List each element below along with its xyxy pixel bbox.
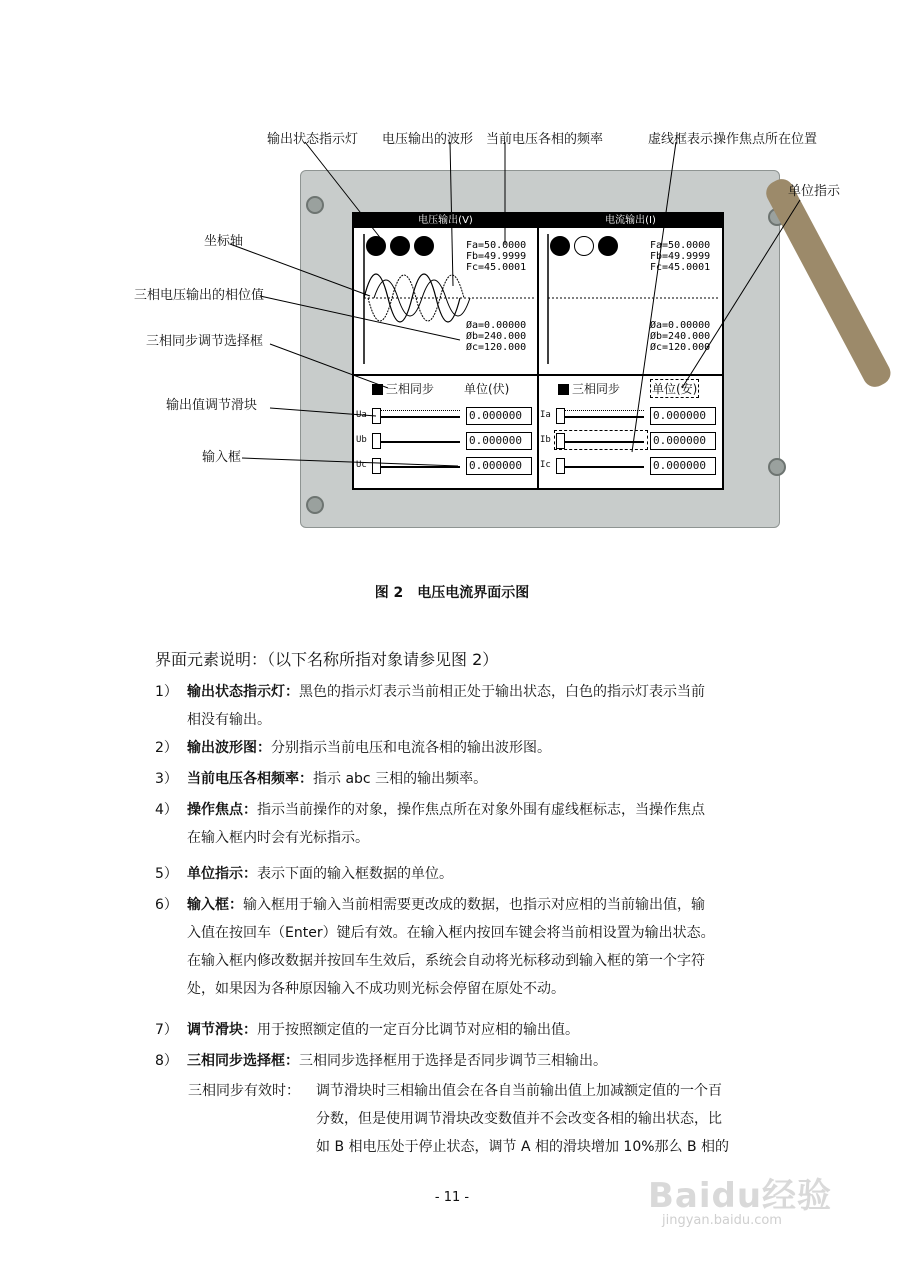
list-item [155,891,780,1003]
item-line [187,765,780,793]
item-number: 6） [155,897,178,913]
input-box-c[interactable]: 0.000000 [650,457,716,475]
item-body [187,734,780,762]
item-line [187,734,780,762]
freq-a: Fa=50.0000 [466,240,527,251]
item-text: 用于按照额定值的一定百分比调节对应相的输出值。 [257,1022,579,1038]
item-line [187,706,780,734]
phase-c: Øc=120.000 [466,342,527,353]
callout-sync-box: 三相同步调节选择框 [146,334,264,349]
item-text: 表示下面的输入框数据的单位。 [257,866,453,882]
callout-lines [120,118,846,532]
item-term: 当前电压各相频率： [187,771,313,787]
item-text: 入值在按回车（Enter）键后有效。在输入框内按回车键会将当前相设置为输出状态。 [187,925,715,941]
input-box-c[interactable]: 0.000000 [466,457,532,475]
item-body [187,1016,780,1044]
item-text: 分别指示当前电压和电流各相的输出波形图。 [271,740,551,756]
item-term: 调节滑块： [187,1022,257,1038]
item-number: 4） [155,802,178,818]
item-text: 在输入框内修改数据并按回车生效后，系统会自动将光标移动到输入框的第一个字符 [187,953,705,969]
item-term: 输出波形图： [187,740,271,756]
phase-b: Øb=240.000 [466,331,527,342]
item-term: 操作焦点： [187,802,257,818]
list-item [155,1047,780,1075]
sync-label: 三相同步 [572,382,621,396]
sync-label: 三相同步 [386,382,435,396]
item-text: 相没有输出。 [187,712,271,728]
input-box-a[interactable]: 0.000000 [466,407,532,425]
item-text: 处，如果因为各种原因输入不成功则光标会停留在原处不动。 [187,981,565,997]
item-text: 指示 abc 三相的输出频率。 [313,771,488,787]
freq-b: Fb=49.9999 [650,251,711,262]
item-number: 7） [155,1022,178,1038]
row-label: Ua [356,410,367,420]
item-text: 在输入框内时会有光标指示。 [187,830,369,846]
phase-a: Øa=0.00000 [650,320,711,331]
item-line [187,824,780,852]
item-body [187,765,780,793]
phase-b: Øb=240.000 [650,331,711,342]
unit-label: 单位(伏) [464,382,510,396]
page-number: - 11 - [434,1190,470,1205]
callout-freq: 当前电压各相的频率 [486,132,604,147]
item-text: 三相同步选择框用于选择是否同步调节三相输出。 [299,1053,607,1069]
phase-c: Øc=120.000 [650,342,711,353]
sync-note [188,1077,788,1161]
callout-axis: 坐标轴 [204,234,244,249]
callout-input: 输入框 [202,450,242,465]
watermark-url: jingyan.baidu.com [662,1213,782,1228]
unit-label: 单位(安) [650,379,699,398]
current-panel-title: 电流输出(I) [539,214,722,228]
item-line [187,891,780,919]
item-number: 5） [155,866,178,882]
callout-waveform: 电压输出的波形 [382,132,474,147]
item-number: 3） [155,771,178,787]
item-line [187,1047,780,1075]
item-term: 输出状态指示灯： [187,684,299,700]
item-line [187,919,780,947]
voltage-panel-title: 电压输出(V) [354,214,537,228]
sync-note-line: 如 B 相电压处于停止状态，调节 A 相的滑块增加 10%那么 B 相的 [316,1139,730,1155]
freq-c: Fc=45.0001 [466,262,527,273]
item-body [187,891,780,1003]
item-term: 输入框： [187,897,243,913]
item-text: 黑色的指示灯表示当前相正处于输出状态，白色的指示灯表示当前 [299,684,705,700]
callout-status-lamp: 输出状态指示灯 [267,132,359,147]
section-title: 界面元素说明：（以下名称所指对象请参见图 2） [155,650,499,669]
item-term: 三相同步选择框： [187,1053,299,1069]
list-item [155,1016,780,1044]
item-number: 2） [155,740,178,756]
input-box-a[interactable]: 0.000000 [650,407,716,425]
figure-voltage-current-ui [120,118,846,532]
row-label: Uc [356,460,367,470]
item-line [187,796,780,824]
list-item [155,734,780,762]
freq-a: Fa=50.0000 [650,240,711,251]
input-box-b[interactable]: 0.000000 [466,432,532,450]
item-line [187,975,780,1003]
callout-focus-box: 虚线框表示操作焦点所在位置 [648,132,818,147]
item-number: 1） [155,684,178,700]
row-label: Ic [540,460,551,470]
freq-b: Fb=49.9999 [466,251,527,262]
item-line [187,947,780,975]
item-body [187,1047,780,1075]
sync-note-label: 三相同步有效时： [188,1083,300,1099]
list-item [155,678,780,734]
row-label: Ia [540,410,551,420]
callout-slider: 输出值调节滑块 [166,398,258,413]
item-line [187,1016,780,1044]
sync-note-line: 分数，但是使用调节滑块改变数值并不会改变各相的输出状态，比 [316,1111,722,1127]
item-text: 输入框用于输入当前相需要更改成的数据，也指示对应相的当前输出值，输 [243,897,705,913]
phase-a: Øa=0.00000 [466,320,527,331]
item-body [187,796,780,852]
item-line [187,678,780,706]
item-text: 指示当前操作的对象，操作焦点所在对象外围有虚线框标志，当操作焦点 [257,802,705,818]
callout-unit: 单位指示 [788,184,841,199]
item-body [187,678,780,734]
callout-phase: 三相电压输出的相位值 [134,288,265,303]
item-number: 8） [155,1053,178,1069]
input-box-b[interactable]: 0.000000 [650,432,716,450]
freq-c: Fc=45.0001 [650,262,711,273]
sync-note-body [316,1077,788,1161]
watermark-logo: Baidu经验 [648,1176,833,1216]
list-item [155,765,780,793]
row-label: Ub [356,435,367,445]
item-body [187,860,780,888]
item-line [187,860,780,888]
figure-caption: 图 2 电压电流界面示图 [374,585,530,601]
row-label: Ib [540,435,551,445]
list-item [155,796,780,852]
list-item [155,860,780,888]
item-term: 单位指示： [187,866,257,882]
sync-note-line: 调节滑块时三相输出值会在各自当前输出值上加减额定值的一个百 [316,1083,722,1099]
